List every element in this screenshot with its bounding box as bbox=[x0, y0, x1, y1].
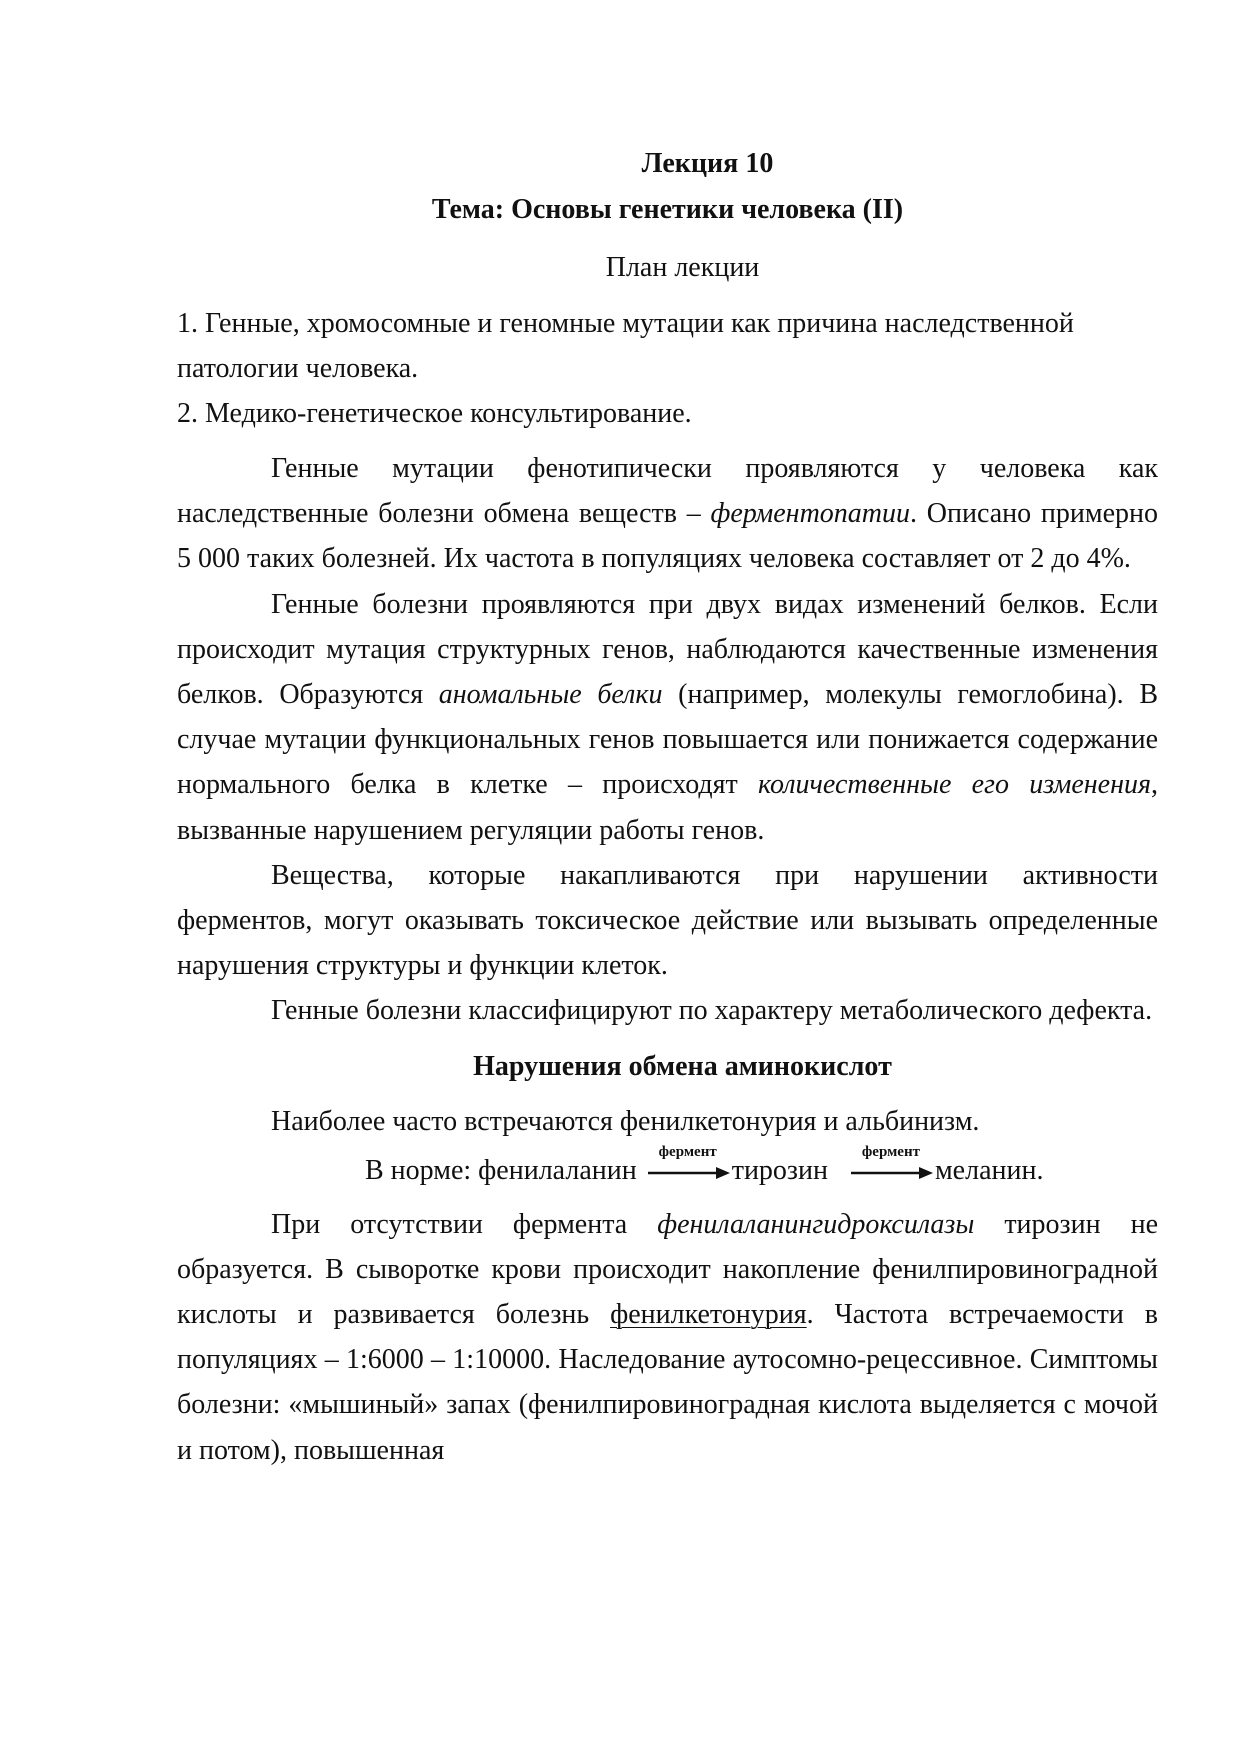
formula-prefix: В норме: фенилаланин bbox=[365, 1154, 637, 1186]
plan-title: План лекции bbox=[605, 252, 760, 283]
paragraph-classification: Генные болезни классифицируют по характеру метаболического дефекта. bbox=[271, 995, 1153, 1027]
plan-item: 1. Генные, хромосомные и геномные мутации как причина наследственной патологии человека. bbox=[177, 308, 1074, 384]
paragraph-fermentopathies bbox=[177, 446, 1158, 582]
paragraph-protein-changes bbox=[177, 582, 1158, 853]
arrow-label: фермент bbox=[658, 1144, 717, 1161]
text-span: . Частота встречаемости в популяциях – 1:6000 – 1:10000. Наследование аутосомно-рецессивное. Симптомы болезни: «мышиный» запах (фенилпировиноградная кислота выделяется с мочой и потом), повышенная bbox=[177, 1299, 1158, 1466]
paragraph-toxic-substances: Вещества, которые накапливаются при нарушении активности ферментов, могут оказывать токсическое действие или вызывать определенные нарушения структуры и функции клеток. bbox=[177, 859, 1158, 982]
plan-list bbox=[177, 301, 1158, 436]
text-span: тирозин не образуется. В сыворотке крови происходит накопление фенилпировиноградной кислоты и развивается болезнь bbox=[177, 1208, 1158, 1331]
reaction-arrow bbox=[646, 1144, 730, 1182]
underlined-term: фенилкетонурия bbox=[610, 1299, 807, 1331]
text-span: При отсутствии фермента bbox=[271, 1208, 658, 1240]
paragraph-phenylketonuria bbox=[177, 1202, 1158, 1473]
lecture-title: Лекция 10 bbox=[641, 148, 774, 179]
text-span: Генные мутации фенотипически проявляются у человека как наследственные болезни обмена веществ – bbox=[177, 453, 1158, 530]
lecture-topic: Тема: Основы генетики человека (II) bbox=[431, 194, 904, 225]
italic-term: аномальные белки bbox=[438, 679, 663, 711]
metabolic-pathway-formula bbox=[177, 1146, 1158, 1196]
reaction-arrow bbox=[849, 1144, 933, 1182]
plan-item: 2. Медико-генетическое консультирование. bbox=[177, 398, 692, 429]
section-heading: Нарушения обмена аминокислот bbox=[473, 1050, 892, 1082]
text-span: , вызванные нарушением регуляции работы генов. bbox=[177, 769, 1158, 846]
text-span: (например, молекулы гемоглобина). В случае мутации функциональных генов повышается или понижается содержание нормального белка в клетке – происходят bbox=[177, 679, 1159, 801]
formula-end: меланин. bbox=[934, 1154, 1044, 1186]
arrow-right-icon bbox=[849, 1166, 933, 1180]
text-span: . Описано примерно 5 000 таких болезней. Их частота в популяциях человека составляет от 2 до 4%. bbox=[177, 498, 1158, 575]
italic-term: фенилаланингидроксилазы bbox=[657, 1208, 975, 1240]
frequent-diseases-line: Наиболее часто встречаются фенилкетонурия и альбинизм. bbox=[271, 1105, 980, 1137]
formula-middle: тирозин bbox=[731, 1154, 828, 1186]
arrow-label: фермент bbox=[861, 1144, 920, 1161]
text-span: Генные болезни проявляются при двух видах изменений белков. Если происходит мутация структурных генов, наблюдаются качественные изменения белков. Образуются bbox=[177, 588, 1158, 711]
arrow-right-icon bbox=[646, 1166, 730, 1180]
italic-term: количественные его изменения bbox=[758, 769, 1151, 801]
italic-term: ферментопатии bbox=[710, 498, 911, 530]
